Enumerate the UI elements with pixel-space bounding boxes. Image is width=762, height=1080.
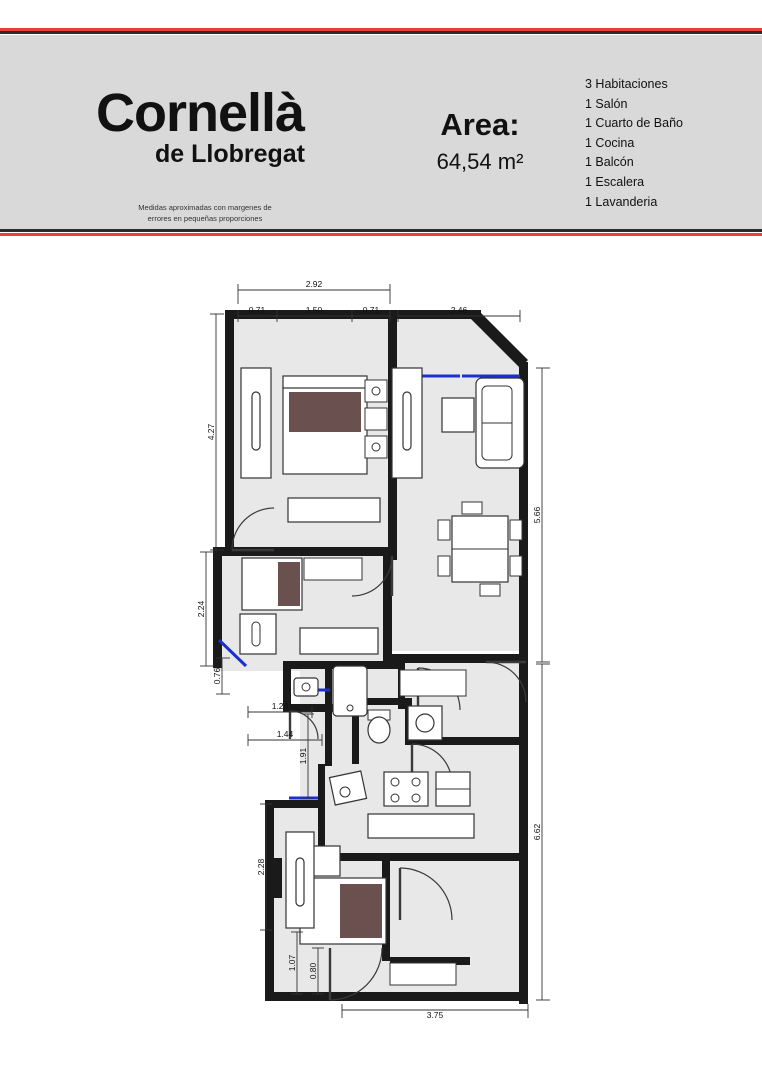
bottom-red-rule bbox=[0, 233, 762, 236]
wardrobe bbox=[240, 614, 276, 654]
dim-top-d: 2.46 bbox=[450, 305, 468, 315]
list-item: 1 Lavanderia bbox=[585, 194, 658, 209]
counter bbox=[400, 670, 466, 696]
floorplan-drawing bbox=[0, 258, 762, 1080]
wardrobe bbox=[286, 832, 314, 928]
area-value: 64,54 m² bbox=[436, 149, 524, 174]
list-item: 1 Cuarto de Baño bbox=[585, 116, 683, 131]
dim-left-h: 1.07 bbox=[287, 954, 297, 972]
dim-left-g: 2.28 bbox=[256, 858, 266, 876]
list-item: 1 Escalera bbox=[585, 174, 645, 189]
coffee-table bbox=[442, 398, 474, 432]
bathtub bbox=[333, 666, 367, 716]
area-label: Area: bbox=[440, 107, 520, 142]
list-item: 1 Salón bbox=[585, 96, 628, 111]
kitchen-sink bbox=[329, 771, 366, 805]
list-item: 1 Balcón bbox=[585, 155, 634, 170]
dim-top-a: 0.71 bbox=[248, 305, 266, 315]
washer bbox=[408, 706, 442, 740]
bed-double bbox=[283, 376, 367, 474]
list-item: 1 Cocina bbox=[585, 135, 635, 150]
title-block bbox=[40, 85, 360, 169]
area-block bbox=[395, 107, 565, 175]
dim-left-a: 4.27 bbox=[206, 423, 216, 441]
dim-right-a: 5.66 bbox=[532, 506, 542, 524]
page-subtitle: de Llobregat bbox=[154, 139, 305, 168]
bed-single bbox=[242, 558, 302, 610]
dim-left-b: 2.24 bbox=[196, 600, 206, 618]
dim-left-f: 1.91 bbox=[298, 747, 308, 765]
header-band bbox=[0, 35, 762, 229]
desk bbox=[300, 628, 378, 654]
wardrobe bbox=[392, 368, 422, 478]
top-dark-rule bbox=[0, 31, 762, 34]
fridge bbox=[436, 772, 470, 806]
bottom-dark-rule bbox=[0, 229, 762, 232]
floorplan-svg bbox=[0, 258, 762, 1080]
shelf bbox=[304, 558, 362, 580]
measurement-note-line1: Medidas aproximadas con margenes de bbox=[138, 203, 272, 212]
list-item: 3 Habitaciones bbox=[585, 77, 668, 91]
wardrobe bbox=[241, 368, 271, 478]
header-banner bbox=[0, 28, 762, 248]
sink bbox=[294, 678, 318, 696]
dim-top-total: 2.92 bbox=[305, 279, 323, 289]
stove bbox=[384, 772, 428, 806]
measurement-note bbox=[60, 203, 350, 225]
dim-left-i: 0.80 bbox=[308, 962, 318, 980]
page-title: Cornellà bbox=[95, 83, 305, 143]
console-table bbox=[390, 963, 456, 985]
measurement-note-line2: errores en pequeñas proporciones bbox=[147, 213, 263, 223]
toilet bbox=[368, 710, 390, 743]
dim-bottom-total: 3.75 bbox=[426, 1010, 444, 1020]
kitchen-counter bbox=[368, 814, 474, 838]
dim-left-e: 1.44 bbox=[276, 729, 294, 739]
dim-right-b: 6.62 bbox=[532, 823, 542, 841]
dim-top-c: 0.71 bbox=[362, 305, 380, 315]
dim-top-b: 1.50 bbox=[305, 305, 323, 315]
dim-left-d: 1.23 bbox=[271, 701, 289, 711]
dim-left-c: 0.76 bbox=[212, 667, 222, 685]
room-summary-list bbox=[585, 75, 683, 212]
sofa bbox=[476, 378, 524, 468]
